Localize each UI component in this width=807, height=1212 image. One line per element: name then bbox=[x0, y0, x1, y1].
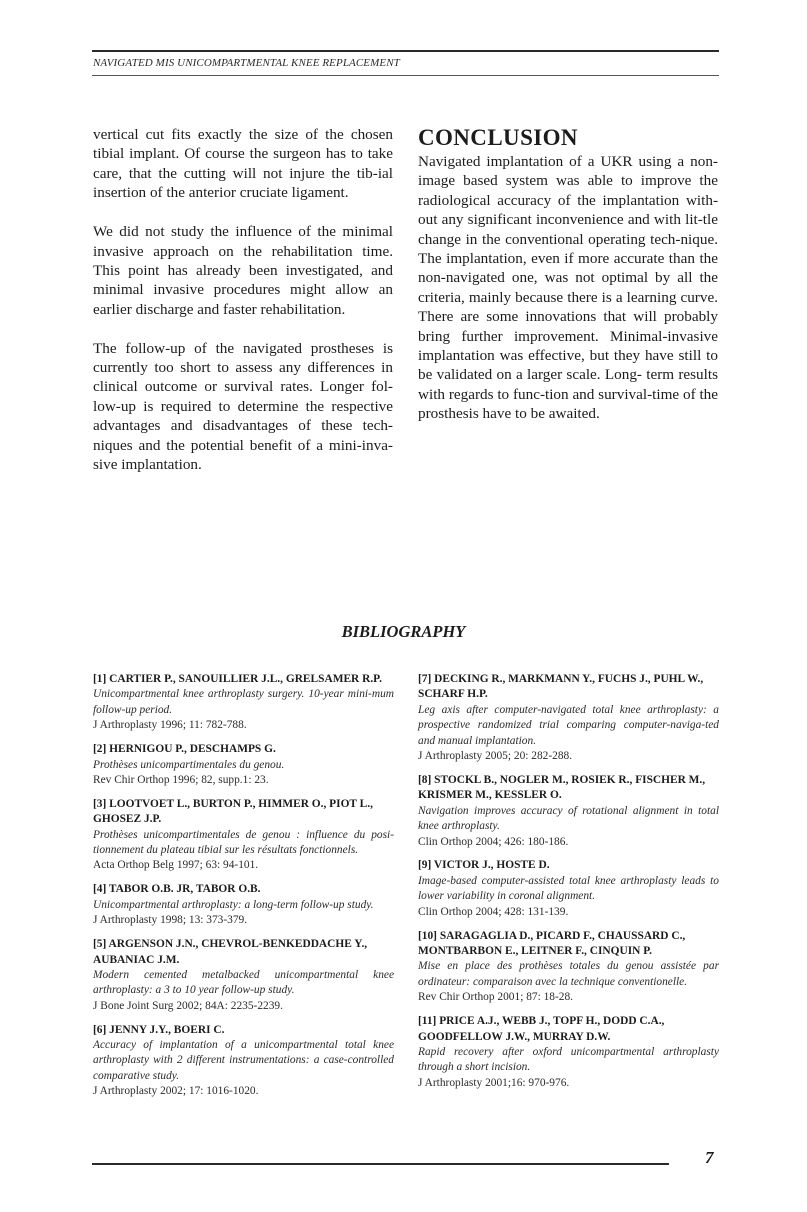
reference-title: Unicompartmental arthroplasty: a long-term follow-up study. bbox=[93, 898, 374, 911]
reference-item bbox=[418, 929, 719, 1006]
body-paragraph-2: We did not study the influence of the minimal invasive approach on the rehabilitation time. This point has already been investigated, and minimal invasive procedures might allow an earlier discharge and faster rehabilitation. bbox=[93, 223, 393, 318]
reference-item bbox=[93, 1023, 394, 1100]
reference-source: Clin Orthop 2004; 426: 180-186. bbox=[418, 835, 569, 848]
reference-item bbox=[93, 672, 394, 734]
reference-source: Clin Orthop 2004; 428: 131-139. bbox=[418, 905, 569, 918]
reference-source: Acta Orthop Belg 1997; 63: 94-101. bbox=[93, 859, 259, 872]
reference-authors: [1] CARTIER P., SANOUILLIER J.L., GRELSAMER R.P. bbox=[93, 673, 382, 685]
header-rule-top bbox=[92, 50, 719, 52]
reference-authors: [9] VICTOR J., HOSTE D. bbox=[418, 859, 550, 872]
header-rule-bottom bbox=[92, 75, 719, 76]
reference-source: J Arthroplasty 1998; 13: 373-379. bbox=[93, 914, 248, 927]
running-header: NAVIGATED MIS UNICOMPARTMENTAL KNEE REPLACEMENT bbox=[93, 57, 400, 69]
reference-authors: [4] TABOR O.B. JR, TABOR O.B. bbox=[93, 883, 261, 896]
reference-item bbox=[418, 858, 719, 920]
reference-item bbox=[93, 882, 394, 928]
reference-source: J Arthroplasty 2005; 20: 282-288. bbox=[418, 750, 573, 763]
reference-source: Rev Chir Orthop 1996; 82, supp.1: 23. bbox=[93, 773, 269, 786]
reference-authors: [10] SARAGAGLIA D., PICARD F., CHAUSSARD C., MONTBARBON E., LEITNER F., CINQUIN P. bbox=[418, 929, 686, 957]
reference-item bbox=[418, 1014, 719, 1091]
reference-title: Prothèses unicompartimentales du genou. bbox=[93, 758, 285, 771]
conclusion-heading: CONCLUSION bbox=[418, 125, 578, 150]
bibliography-heading: BIBLIOGRAPHY bbox=[341, 622, 466, 641]
reference-item bbox=[418, 773, 719, 850]
reference-item bbox=[93, 797, 394, 874]
reference-title: Modern cemented metalbacked unicompartmental knee arthroplasty: a 3 to 10 year follow-up study. bbox=[93, 968, 394, 997]
reference-source: J Arthroplasty 2002; 17: 1016-1020. bbox=[93, 1085, 259, 1098]
reference-authors: [11] PRICE A.J., WEBB J., TOPF H., DODD C.A., GOODFELLOW J.W., MURRAY D.W. bbox=[418, 1015, 665, 1043]
body-paragraph-3: The follow-up of the navigated prostheses is currently too short to assess any differences in clinical outcome or survival rates. Longer fol-low-up is required to determine the respective advantages and disadvantages of these tech-niques and the potential benefit of a mini-inva-sive implantation. bbox=[93, 339, 393, 474]
reference-title: Accuracy of implantation of a unicompartmental total knee arthroplasty with 2 different instrumentations: a case-controlled comparative study. bbox=[93, 1039, 394, 1082]
page-number: 7 bbox=[705, 1148, 714, 1167]
reference-item bbox=[418, 672, 719, 764]
reference-item bbox=[93, 742, 394, 788]
footer-rule bbox=[92, 1163, 669, 1165]
bibliography-right-column bbox=[418, 672, 719, 1100]
reference-title: Prothèses unicompartimentales de genou : influence du posi-tionnement du plateau tibial sur les résultats fonctionnels. bbox=[93, 828, 394, 857]
reference-authors: [3] LOOTVOET L., BURTON P., HIMMER O., PIOT L., GHOSEZ J.P. bbox=[93, 797, 373, 826]
reference-source: J Bone Joint Surg 2002; 84A: 2235-2239. bbox=[93, 999, 283, 1012]
reference-source: J Arthroplasty 2001;16: 970-976. bbox=[418, 1076, 570, 1089]
reference-title: Unicompartmental knee arthroplasty surgery. 10-year mini-mum follow-up period. bbox=[93, 688, 394, 716]
reference-title: Image-based computer-assisted total knee arthroplasty leads to lower variability in coronal alignment. bbox=[418, 874, 719, 903]
conclusion-section bbox=[418, 124, 718, 443]
reference-source: J Arthroplasty 1996; 11: 782-788. bbox=[93, 719, 247, 732]
reference-item bbox=[93, 937, 394, 1014]
reference-source: Rev Chir Orthop 2001; 87: 18-28. bbox=[418, 991, 574, 1004]
left-text-column bbox=[93, 125, 393, 494]
reference-authors: [8] STOCKL B., NOGLER M., ROSIEK R., FISCHER M., KRISMER M., KESSLER O. bbox=[418, 773, 706, 802]
conclusion-body: Navigated implantation of a UKR using a non-image based system was able to improve the radiological accuracy of the implantation with-out any significant inconvenience and with lit-tle change in the conventional operating tech-nique. The implantation, even if more accurate than the non-navigated one, was not optimal by all the criteria, mainly because there is a learning curve. There are some innovations that will probably bring further improvement. Minimal-invasive implantation was effective, but they have still to be validated on a larger scale. Long- term results with regards to func-tion and survival-time of the prosthesis have to be awaited. bbox=[418, 153, 718, 423]
reference-title: Navigation improves accuracy of rotational alignment in total knee arthroplasty. bbox=[418, 804, 719, 833]
reference-title: Mise en place des prothèses totales du genou assistée par ordinateur: comparaison avec la technique conventionelle. bbox=[418, 960, 719, 988]
bibliography-left-column bbox=[93, 672, 394, 1108]
reference-authors: [7] DECKING R., MARKMANN Y., FUCHS J., PUHL W., SCHARF H.P. bbox=[418, 673, 704, 701]
reference-authors: [6] JENNY J.Y., BOERI C. bbox=[93, 1023, 225, 1036]
body-paragraph-1: vertical cut fits exactly the size of the chosen tibial implant. Of course the surgeon has to take care, that the cutting will not injure the tib-ial insertion of the anterior cruciate ligament. bbox=[93, 126, 393, 202]
reference-authors: [2] HERNIGOU P., DESCHAMPS G. bbox=[93, 743, 276, 756]
reference-title: Leg axis after computer-navigated total knee arthroplasty: a prospective randomized trial comparing computer-naviga-ted and manual implantation. bbox=[418, 703, 719, 747]
reference-title: Rapid recovery after oxford unicompartmental arthroplasty through a short incision. bbox=[418, 1045, 719, 1074]
reference-authors: [5] ARGENSON J.N., CHEVROL-BENKEDDACHE Y., AUBANIAC J.M. bbox=[93, 938, 368, 966]
